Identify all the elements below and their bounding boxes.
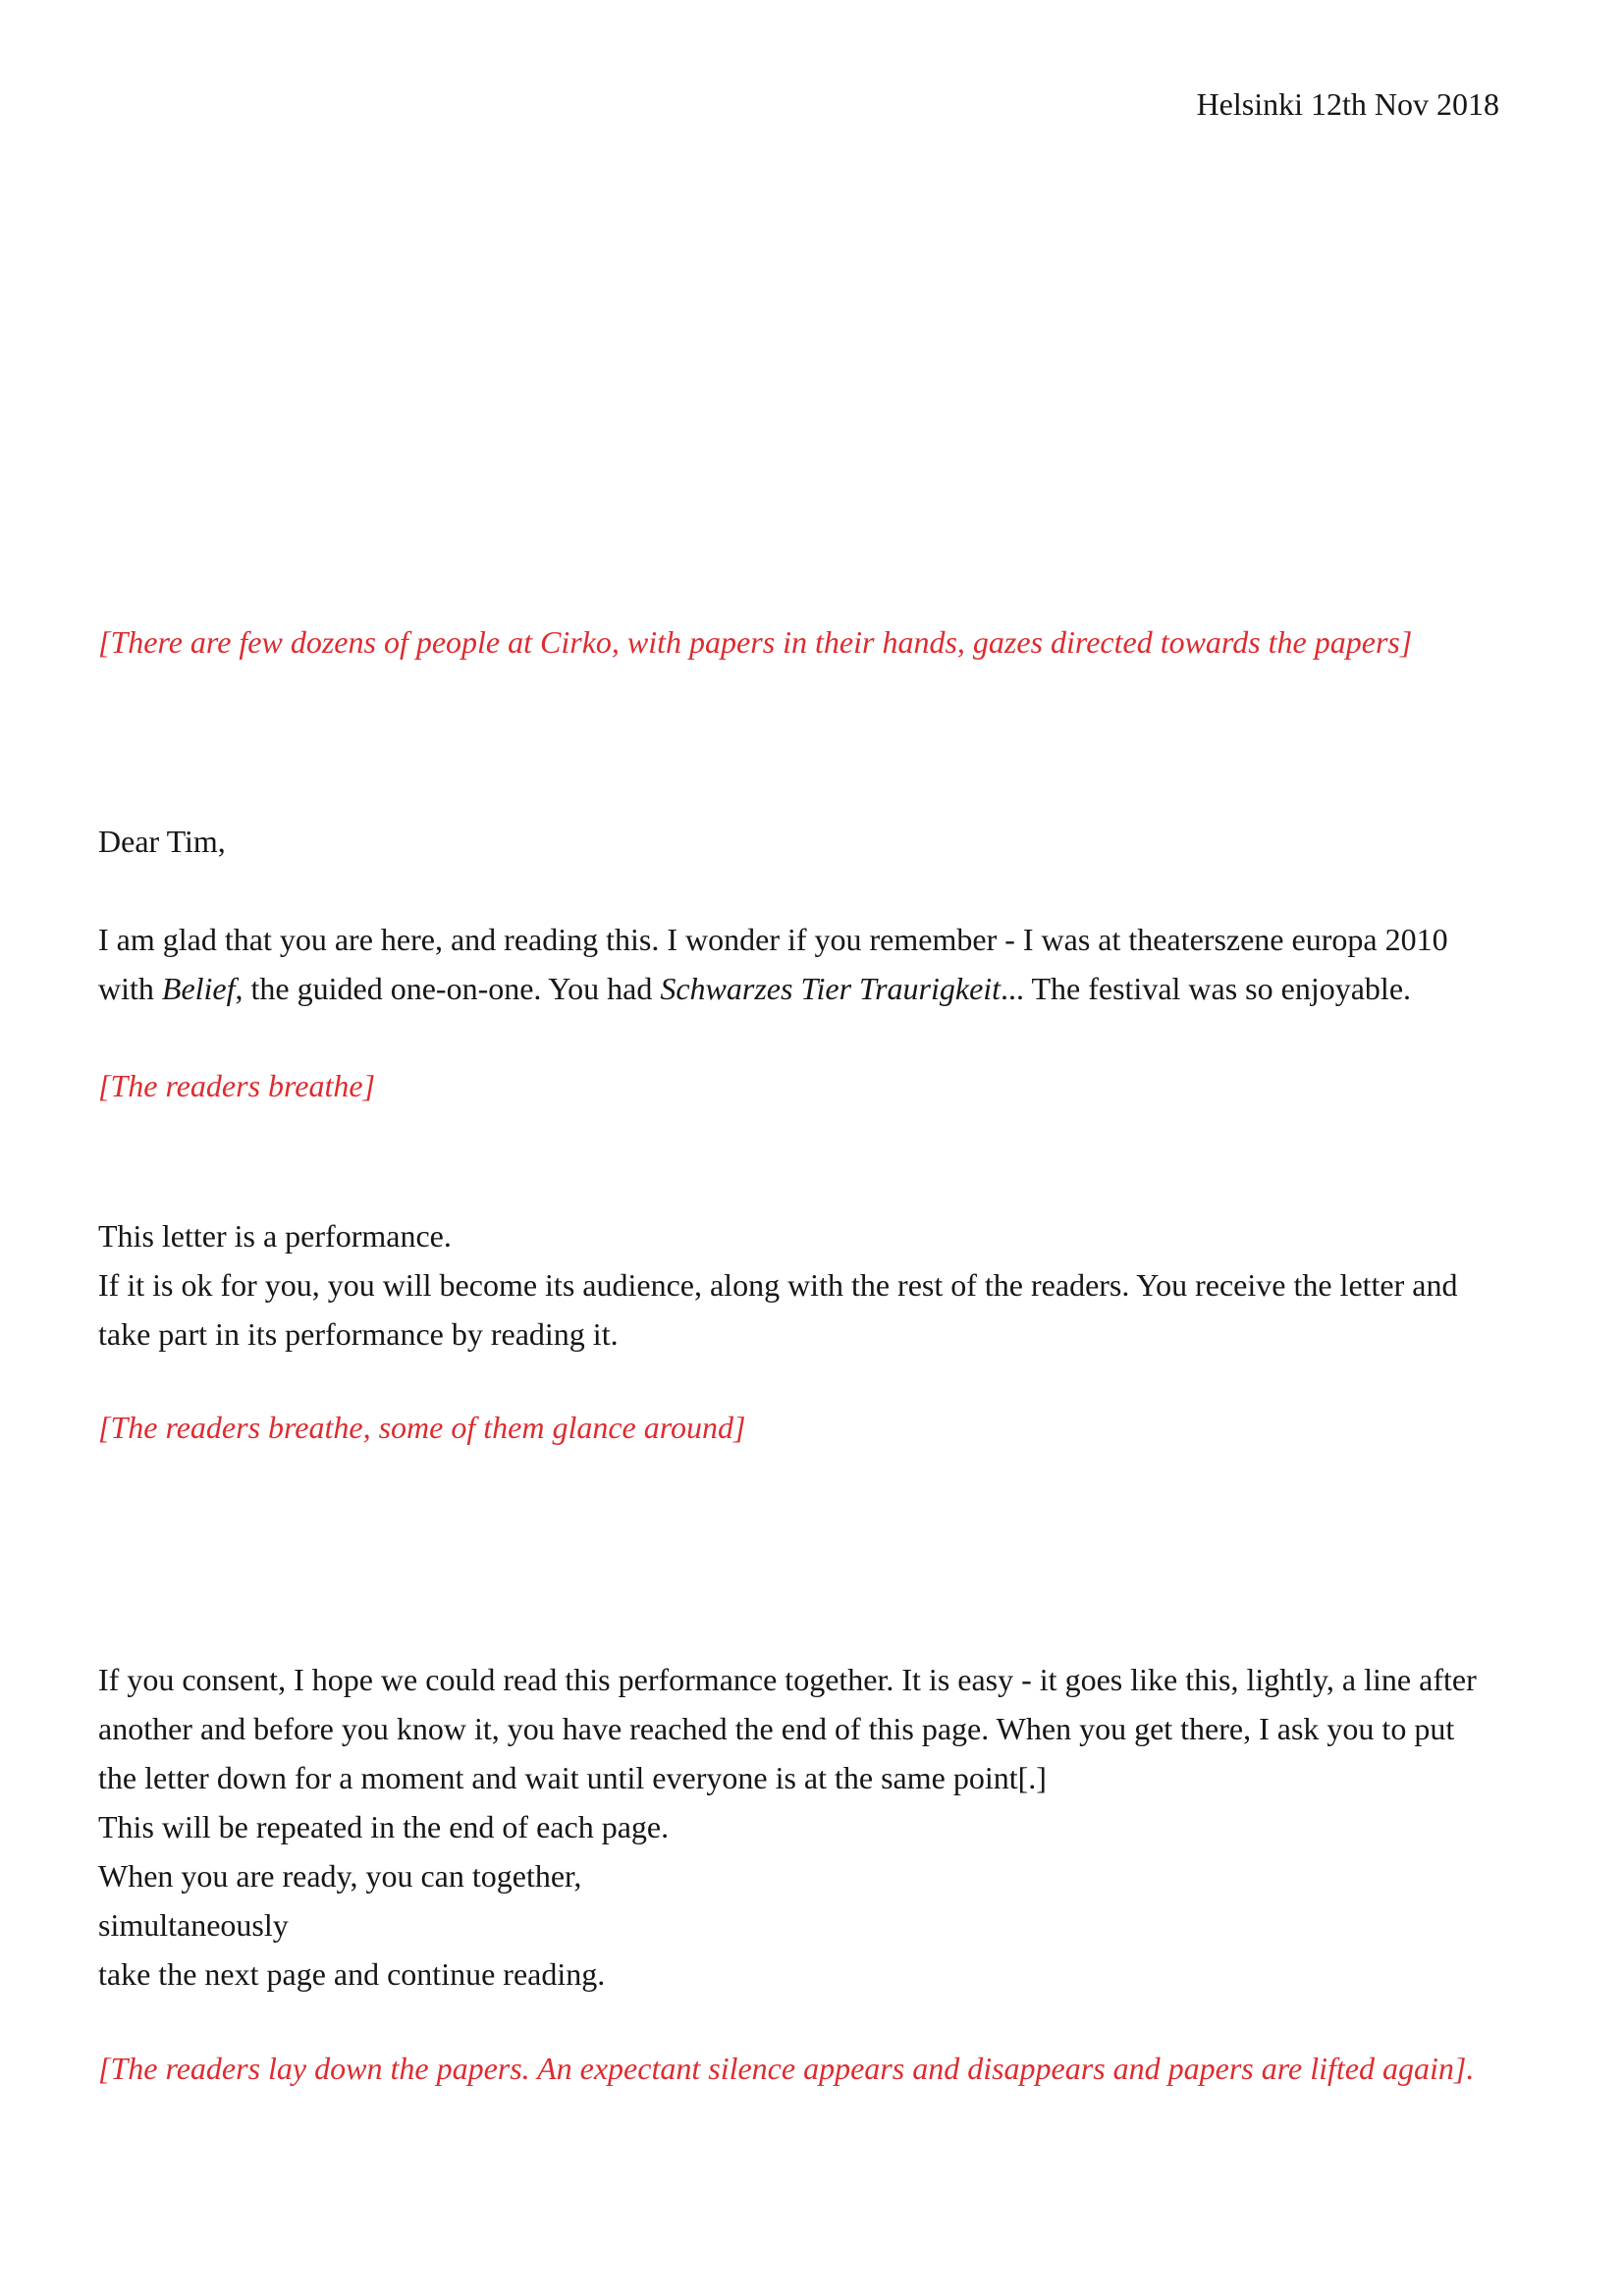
paragraph-instructions-line-3: the letter down for a moment and wait until everyone is at the same point[.] (98, 1760, 1047, 1795)
paragraph-performance-line-2: If it is ok for you, you will become its audience, along with the rest of the readers. You receive the letter and (98, 1267, 1458, 1303)
work-title-belief: Belief (161, 971, 236, 1006)
paragraph-instructions-line-6: simultaneously (98, 1907, 289, 1943)
paragraph-intro-line-1: I am glad that you are here, and reading this. I wonder if you remember - I was at theaterszene europa 2010 (98, 922, 1448, 957)
stage-direction-2: [The readers breathe] (98, 1068, 376, 1103)
paragraph-instructions (98, 1655, 1502, 1999)
paragraph-intro (98, 915, 1502, 1013)
paragraph-instructions-line-4: This will be repeated in the end of each page. (98, 1809, 670, 1844)
stage-direction-4: [The readers lay down the papers. An expectant silence appears and disappears and papers are lifted again]. (98, 2051, 1475, 2086)
stage-direction-3: [The readers breathe, some of them glance around] (98, 1410, 746, 1445)
paragraph-performance (98, 1211, 1502, 1359)
stage-direction-1: [There are few dozens of people at Cirko, with papers in their hands, gazes directed towards the papers] (98, 624, 1413, 660)
salutation: Dear Tim, (98, 824, 226, 859)
intro-text-segment: , the guided one-on-one. You had (235, 971, 661, 1006)
paragraph-instructions-line-5: When you are ready, you can together, (98, 1858, 582, 1894)
paragraph-performance-line-1: This letter is a performance. (98, 1218, 452, 1254)
intro-text-segment: with (98, 971, 162, 1006)
paragraph-instructions-line-2: another and before you know it, you have reached the end of this page. When you get there, I ask you to put (98, 1711, 1455, 1746)
paragraph-instructions-line-7: take the next page and continue reading. (98, 1956, 606, 1992)
work-title-schwarzes-tier-traurigkeit: Schwarzes Tier Traurigkeit (660, 971, 1001, 1006)
dateline: Helsinki 12th Nov 2018 (1196, 86, 1499, 122)
paragraph-intro-line-2 (98, 964, 1502, 1013)
paragraph-performance-line-3: take part in its performance by reading it. (98, 1316, 619, 1352)
intro-text-segment: ... The festival was so enjoyable. (1001, 971, 1412, 1006)
paragraph-instructions-line-1: If you consent, I hope we could read this performance together. It is easy - it goes like this, lightly, a line after (98, 1662, 1477, 1697)
